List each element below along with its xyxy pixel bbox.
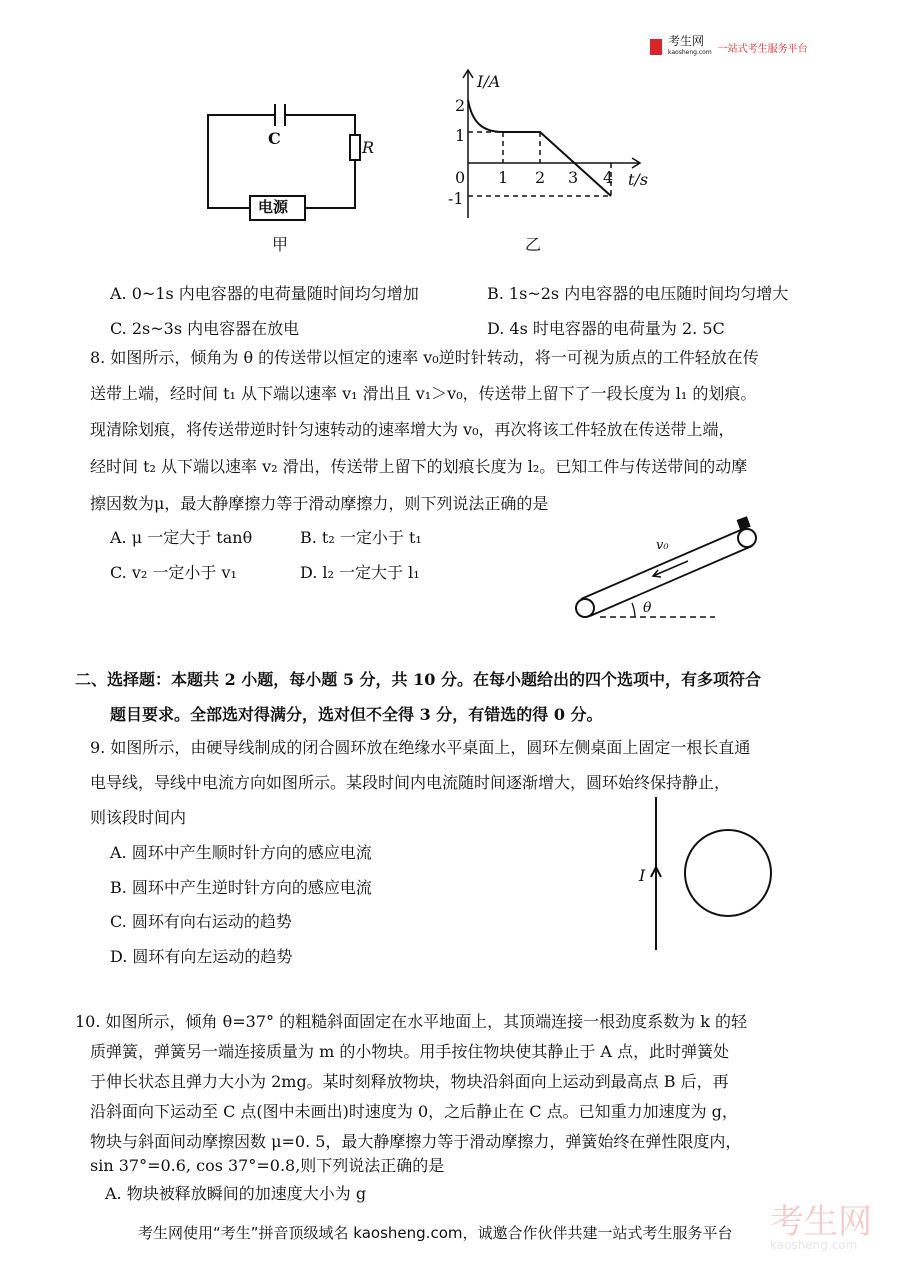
x-tick: 3 bbox=[568, 168, 579, 187]
watermark-name: 考生网 bbox=[770, 1202, 872, 1242]
belt-speed-label: v₀ bbox=[656, 538, 669, 553]
q9-option-a: A. 圆环中产生顺时针方向的感应电流 bbox=[110, 843, 372, 862]
q8-option-b: B. t₂ 一定小于 t₁ bbox=[300, 528, 422, 547]
q9-option-c: C. 圆环有向右运动的趋势 bbox=[110, 912, 292, 931]
q9-line: 则该段时间内 bbox=[90, 808, 187, 827]
y-tick: 2 bbox=[455, 96, 466, 115]
q10-line: 沿斜面向下运动至 C 点(图中未画出)时速度为 0，之后静止在 C 点。已知重力加速度为 g， bbox=[90, 1102, 738, 1121]
q8-line: 擦因数为μ，最大静摩擦力等于滑动摩擦力，则下列说法正确的是 bbox=[90, 494, 549, 513]
q9-option-b: B. 圆环中产生逆时针方向的感应电流 bbox=[110, 878, 372, 897]
slogan: 一站式考生服务平台 bbox=[717, 43, 808, 55]
y-tick: 0 bbox=[455, 168, 466, 187]
resistor-label: R bbox=[362, 138, 375, 157]
q8-line: 现清除划痕，将传送带逆时针匀速转动的速率增大为 v₀，再次将该工件轻放在传送带上端， bbox=[90, 420, 735, 439]
logo-domain: kaosheng.com bbox=[668, 49, 712, 56]
footer-text: 考生网使用“考生”拼音顶级域名 kaosheng.com，诚邀合作伙伴共建一站式考生服务平台 bbox=[138, 1224, 733, 1242]
figure-caption-jia: 甲 bbox=[272, 235, 289, 254]
q10-line: 质弹簧，弹簧另一端连接质量为 m 的小物块。用手按住物块使其静止于 A 点，此时弹簧处 bbox=[90, 1042, 730, 1061]
q8-option-d: D. l₂ 一定大于 l₁ bbox=[300, 563, 420, 582]
logo-name: 考生网 bbox=[668, 34, 705, 48]
q9-line: 电导线，导线中电流方向如图所示。某段时间内电流随时间逐渐增大，圆环始终保持静止， bbox=[90, 773, 731, 792]
y-axis-label: I/A bbox=[477, 72, 501, 91]
header-logo bbox=[650, 36, 808, 58]
q10-line: 于伸长状态且弹力大小为 2mg。某时刻释放物块，物块沿斜面向上运动到最高点 B 后，再 bbox=[90, 1072, 729, 1091]
q9-line: 9. 如图所示，由硬导线制成的闭合圆环放在绝缘水平桌面上，圆环左侧桌面上固定一根长直通 bbox=[90, 738, 751, 757]
section-2-heading: 二、选择题：本题共 2 小题，每小题 5 分，共 10 分。在每小题给出的四个选项中，有多项符合 bbox=[75, 670, 761, 689]
current-time-graph bbox=[440, 60, 660, 230]
x-tick: 4 bbox=[603, 168, 614, 187]
figure-caption-yi: 乙 bbox=[525, 235, 542, 254]
q8-option-c: C. v₂ 一定小于 v₁ bbox=[110, 563, 237, 582]
q9-option-d: D. 圆环有向左运动的趋势 bbox=[110, 947, 293, 966]
x-axis-label: t/s bbox=[628, 170, 649, 189]
wire-and-ring-diagram bbox=[640, 795, 790, 955]
watermark-domain: kaosheng.com bbox=[770, 1238, 858, 1252]
power-source-label: 电源 bbox=[258, 198, 289, 216]
watermark-logo bbox=[770, 1202, 872, 1252]
x-tick: 2 bbox=[535, 168, 546, 187]
angle-label: θ bbox=[643, 600, 652, 616]
y-tick: -1 bbox=[448, 189, 464, 208]
y-tick: 1 bbox=[455, 126, 466, 145]
conveyor-belt-diagram bbox=[570, 510, 770, 625]
q10-line: 物块与斜面间动摩擦因数 μ=0. 5，最大静摩擦力等于滑动摩擦力，弹簧始终在弹性限度内， bbox=[90, 1132, 742, 1151]
q10-line: sin 37°=0.6, cos 37°=0.8,则下列说法正确的是 bbox=[90, 1156, 445, 1175]
section-2-heading: 题目要求。全部选对得满分，选对但不全得 3 分，有错选的得 0 分。 bbox=[110, 705, 603, 724]
logo-mark-icon bbox=[650, 39, 662, 55]
q7-option-d: D. 4s 时电容器的电荷量为 2. 5C bbox=[487, 319, 725, 338]
q8-line: 送带上端，经时间 t₁ 从下端以速率 v₁ 滑出且 v₁＞v₀，传送带上留下了一段长度为 l₁ 的划痕。 bbox=[90, 384, 757, 403]
q10-option-a: A. 物块被释放瞬间的加速度大小为 g bbox=[105, 1184, 367, 1203]
q8-line: 经时间 t₂ 从下端以速率 v₂ 滑出，传送带上留下的划痕长度为 l₂。已知工件与传送带间的动摩 bbox=[90, 457, 748, 476]
q7-option-b: B. 1s~2s 内电容器的电压随时间均匀增大 bbox=[487, 284, 789, 303]
q10-line: 10. 如图所示，倾角 θ=37° 的粗糙斜面固定在水平地面上，其顶端连接一根劲度系数为 k 的轻 bbox=[75, 1012, 747, 1031]
x-tick: 1 bbox=[498, 168, 509, 187]
current-label: I bbox=[639, 866, 646, 885]
q8-option-a: A. μ 一定大于 tanθ bbox=[110, 528, 253, 547]
capacitor-label: C bbox=[268, 129, 281, 148]
q8-line: 8. 如图所示，倾角为 θ 的传送带以恒定的速率 v₀逆时针转动，将一可视为质点的工件轻放在传 bbox=[90, 348, 759, 367]
q7-option-a: A. 0~1s 内电容器的电荷量随时间均匀增加 bbox=[110, 284, 419, 303]
q7-option-c: C. 2s~3s 内电容器在放电 bbox=[110, 319, 300, 338]
